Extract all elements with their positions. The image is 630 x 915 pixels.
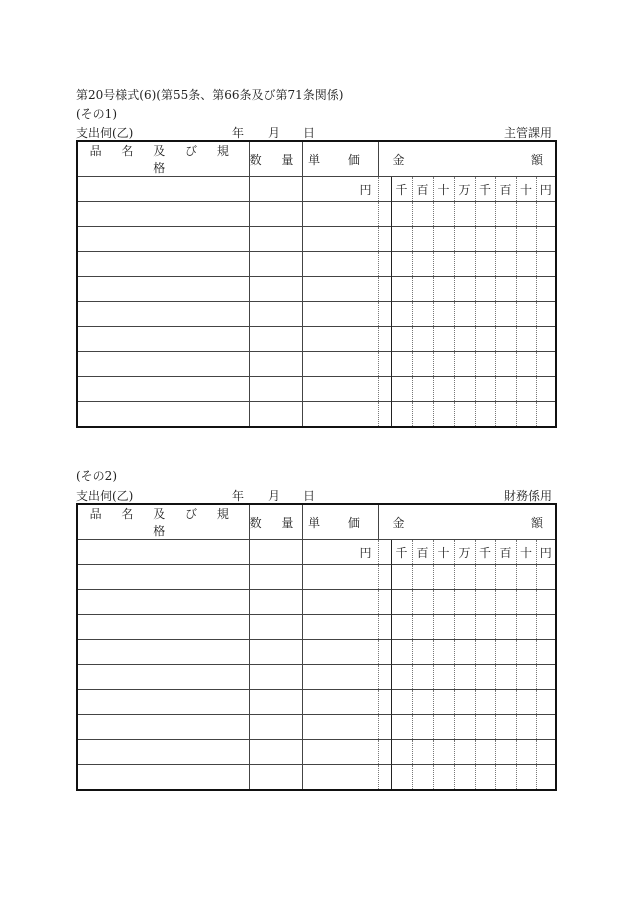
- quantity-cell[interactable]: [249, 690, 302, 715]
- spacer-cell: [378, 352, 391, 377]
- table-row: [77, 590, 556, 615]
- quantity-cell[interactable]: [249, 615, 302, 640]
- digit-cell[interactable]: [516, 565, 536, 590]
- table-row: [77, 615, 556, 640]
- table-row: [77, 665, 556, 690]
- spacer-cell: [378, 565, 391, 590]
- digit-cell[interactable]: [412, 377, 433, 402]
- digit-cell[interactable]: [495, 327, 516, 352]
- quantity-cell[interactable]: [249, 252, 302, 277]
- unit-price-cell[interactable]: [302, 352, 378, 377]
- quantity-cell[interactable]: [249, 227, 302, 252]
- digit-cell[interactable]: [391, 227, 412, 252]
- section-title-2: 支出伺(乙): [76, 489, 134, 503]
- digit-label: 十: [433, 177, 454, 202]
- digit-cell[interactable]: [536, 302, 556, 327]
- digit-cell[interactable]: [475, 202, 495, 227]
- digit-cell[interactable]: [454, 277, 475, 302]
- digit-cell[interactable]: [536, 740, 556, 765]
- digit-cell[interactable]: [454, 640, 475, 665]
- digit-cell[interactable]: [454, 740, 475, 765]
- digit-cell[interactable]: [433, 640, 454, 665]
- unit-price-cell[interactable]: [302, 615, 378, 640]
- digit-cell[interactable]: [536, 565, 556, 590]
- item-cell[interactable]: [77, 352, 249, 377]
- unit-price-cell[interactable]: [302, 402, 378, 428]
- cell[interactable]: [77, 540, 249, 565]
- item-cell[interactable]: [77, 640, 249, 665]
- table-row: [77, 402, 556, 428]
- table-row: [77, 377, 556, 402]
- digit-label: 千: [391, 177, 412, 202]
- spacer-cell: [378, 740, 391, 765]
- digit-cell[interactable]: [454, 377, 475, 402]
- digit-cell[interactable]: [454, 202, 475, 227]
- table-header-row: [77, 141, 556, 177]
- unit-price-cell[interactable]: [302, 640, 378, 665]
- digit-cell[interactable]: [495, 590, 516, 615]
- digit-cell[interactable]: [454, 565, 475, 590]
- quantity-cell[interactable]: [249, 327, 302, 352]
- quantity-cell[interactable]: [249, 377, 302, 402]
- digit-cell[interactable]: [516, 252, 536, 277]
- table-row: [77, 352, 556, 377]
- digit-cell[interactable]: [475, 327, 495, 352]
- header-unit-price: 単 価: [302, 141, 378, 177]
- table-row: [77, 740, 556, 765]
- unit-price-yen: 円: [302, 540, 378, 565]
- digit-cell[interactable]: [516, 402, 536, 428]
- digit-cell[interactable]: [495, 715, 516, 740]
- digit-cell[interactable]: [475, 690, 495, 715]
- digit-cell[interactable]: [475, 302, 495, 327]
- digit-cell[interactable]: [433, 277, 454, 302]
- digit-cell[interactable]: [391, 690, 412, 715]
- digit-cell[interactable]: [516, 740, 536, 765]
- digit-cell[interactable]: [495, 352, 516, 377]
- digit-cell[interactable]: [475, 665, 495, 690]
- digit-cell[interactable]: [516, 302, 536, 327]
- digit-cell[interactable]: [536, 377, 556, 402]
- unit-price-cell[interactable]: [302, 302, 378, 327]
- digit-cell[interactable]: [536, 640, 556, 665]
- digit-cell[interactable]: [433, 302, 454, 327]
- digit-cell[interactable]: [454, 665, 475, 690]
- item-cell[interactable]: [77, 615, 249, 640]
- unit-price-cell[interactable]: [302, 715, 378, 740]
- spacer-cell: [378, 715, 391, 740]
- digit-cell[interactable]: [412, 765, 433, 791]
- quantity-cell[interactable]: [249, 202, 302, 227]
- quantity-cell[interactable]: [249, 765, 302, 791]
- digit-cell[interactable]: [536, 202, 556, 227]
- digit-cell[interactable]: [391, 252, 412, 277]
- quantity-cell[interactable]: [249, 565, 302, 590]
- item-cell[interactable]: [77, 740, 249, 765]
- digit-cell[interactable]: [454, 590, 475, 615]
- header-amount: [378, 141, 556, 177]
- digit-cell[interactable]: [433, 202, 454, 227]
- digit-label: 千: [475, 177, 495, 202]
- digit-cell[interactable]: [495, 640, 516, 665]
- digit-cell[interactable]: [391, 352, 412, 377]
- table-row: [77, 277, 556, 302]
- digit-cell[interactable]: [475, 252, 495, 277]
- digit-cell[interactable]: [536, 590, 556, 615]
- digit-cell[interactable]: [536, 327, 556, 352]
- digit-cell[interactable]: [391, 402, 412, 428]
- digit-cell[interactable]: [516, 277, 536, 302]
- digit-cell[interactable]: [495, 615, 516, 640]
- spacer-cell: [378, 690, 391, 715]
- digit-label: 千: [391, 540, 412, 565]
- digit-cell[interactable]: [475, 640, 495, 665]
- date-month-2: 月: [268, 489, 281, 503]
- header-unit-price: 単 価: [302, 504, 378, 540]
- part-label-2: (その2): [76, 469, 117, 483]
- digit-cell[interactable]: [475, 227, 495, 252]
- digit-cell[interactable]: [433, 615, 454, 640]
- digit-label: 万: [454, 177, 475, 202]
- digit-cell[interactable]: [391, 377, 412, 402]
- digit-cell[interactable]: [516, 640, 536, 665]
- digit-cell[interactable]: [391, 640, 412, 665]
- digit-cell[interactable]: [516, 202, 536, 227]
- unit-price-cell[interactable]: [302, 590, 378, 615]
- digit-cell[interactable]: [454, 615, 475, 640]
- form-title: 第20号様式(6)(第55条、第66条及び第71条関係): [76, 88, 344, 102]
- digit-cell[interactable]: [536, 615, 556, 640]
- spacer-cell: [378, 277, 391, 302]
- digit-cell[interactable]: [433, 665, 454, 690]
- digit-label: 百: [495, 540, 516, 565]
- digit-cell[interactable]: [495, 690, 516, 715]
- digit-cell[interactable]: [475, 565, 495, 590]
- digit-cell[interactable]: [475, 277, 495, 302]
- table-row: [77, 327, 556, 352]
- digit-cell[interactable]: [516, 765, 536, 791]
- quantity-cell[interactable]: [249, 590, 302, 615]
- digit-cell[interactable]: [495, 402, 516, 428]
- digit-cell[interactable]: [412, 327, 433, 352]
- digit-cell[interactable]: [391, 740, 412, 765]
- spacer-cell: [378, 665, 391, 690]
- date-day-2: 日: [303, 489, 316, 503]
- digit-cell[interactable]: [516, 352, 536, 377]
- digit-label: 万: [454, 540, 475, 565]
- cell: [378, 540, 391, 565]
- quantity-cell[interactable]: [249, 302, 302, 327]
- table-row: [77, 302, 556, 327]
- header-amount: [378, 504, 556, 540]
- digit-cell[interactable]: [516, 665, 536, 690]
- spacer-cell: [378, 252, 391, 277]
- digit-cell[interactable]: [516, 590, 536, 615]
- digit-label: 円: [536, 177, 556, 202]
- table-body-1: [77, 202, 556, 428]
- quantity-cell[interactable]: [249, 640, 302, 665]
- digit-label: 円: [536, 540, 556, 565]
- item-cell[interactable]: [77, 590, 249, 615]
- item-cell[interactable]: [77, 202, 249, 227]
- digit-cell[interactable]: [536, 402, 556, 428]
- digit-label: 十: [516, 540, 536, 565]
- date-year-2: 年: [232, 489, 245, 503]
- digit-cell[interactable]: [495, 277, 516, 302]
- spacer-cell: [378, 402, 391, 428]
- spacer-cell: [378, 615, 391, 640]
- unit-price-cell[interactable]: [302, 690, 378, 715]
- table-row: [77, 252, 556, 277]
- digit-cell[interactable]: [475, 740, 495, 765]
- item-cell[interactable]: [77, 302, 249, 327]
- digit-cell[interactable]: [412, 665, 433, 690]
- header-amount-left: 金: [392, 515, 405, 530]
- digit-label: 百: [495, 177, 516, 202]
- item-cell[interactable]: [77, 765, 249, 791]
- cell[interactable]: [77, 177, 249, 202]
- header-item: 品 名 及 び 規 格: [77, 141, 249, 177]
- digit-cell[interactable]: [495, 765, 516, 791]
- digit-cell[interactable]: [536, 690, 556, 715]
- digit-cell[interactable]: [412, 565, 433, 590]
- digit-cell[interactable]: [391, 327, 412, 352]
- spacer-cell: [378, 640, 391, 665]
- digit-cell[interactable]: [454, 765, 475, 791]
- item-cell[interactable]: [77, 227, 249, 252]
- table-row: [77, 765, 556, 791]
- digit-cell[interactable]: [433, 565, 454, 590]
- digit-cell[interactable]: [475, 715, 495, 740]
- digit-cell[interactable]: [433, 715, 454, 740]
- digit-cell[interactable]: [412, 252, 433, 277]
- digit-cell[interactable]: [536, 765, 556, 791]
- unit-price-cell[interactable]: [302, 202, 378, 227]
- spacer-cell: [378, 302, 391, 327]
- digit-cell[interactable]: [495, 665, 516, 690]
- spacer-cell: [378, 227, 391, 252]
- date-month-1: 月: [268, 126, 281, 140]
- digit-cell[interactable]: [516, 715, 536, 740]
- department-label-2: 財務係用: [504, 489, 553, 503]
- digit-cell[interactable]: [391, 277, 412, 302]
- table-row: [77, 690, 556, 715]
- quantity-cell[interactable]: [249, 740, 302, 765]
- item-cell[interactable]: [77, 377, 249, 402]
- digit-cell[interactable]: [516, 377, 536, 402]
- digit-cell[interactable]: [475, 615, 495, 640]
- digit-cell[interactable]: [391, 302, 412, 327]
- digit-cell[interactable]: [495, 227, 516, 252]
- table-row: [77, 565, 556, 590]
- digit-label: 千: [475, 540, 495, 565]
- spacer-cell: [378, 327, 391, 352]
- quantity-cell[interactable]: [249, 402, 302, 428]
- digit-cell[interactable]: [495, 377, 516, 402]
- digit-cell[interactable]: [412, 715, 433, 740]
- unit-price-cell[interactable]: [302, 765, 378, 791]
- cell[interactable]: [249, 540, 302, 565]
- table-row: [77, 640, 556, 665]
- expense-table-1: [76, 140, 557, 428]
- digit-cell[interactable]: [475, 590, 495, 615]
- digit-label: 十: [433, 540, 454, 565]
- digit-label: 百: [412, 540, 433, 565]
- digit-cell[interactable]: [475, 377, 495, 402]
- digit-cell[interactable]: [391, 202, 412, 227]
- table-row: [77, 715, 556, 740]
- digit-cell[interactable]: [391, 765, 412, 791]
- unit-price-cell[interactable]: [302, 277, 378, 302]
- item-cell[interactable]: [77, 327, 249, 352]
- digit-cell[interactable]: [433, 352, 454, 377]
- digit-cell[interactable]: [412, 640, 433, 665]
- digit-cell[interactable]: [412, 277, 433, 302]
- digit-cell[interactable]: [433, 402, 454, 428]
- unit-price-cell[interactable]: [302, 327, 378, 352]
- item-cell[interactable]: [77, 565, 249, 590]
- digit-cell[interactable]: [433, 690, 454, 715]
- expense-table-2: [76, 503, 557, 791]
- spacer-cell: [378, 765, 391, 791]
- date-day-1: 日: [303, 126, 316, 140]
- unit-price-cell[interactable]: [302, 565, 378, 590]
- digit-cell[interactable]: [495, 202, 516, 227]
- digit-cell[interactable]: [391, 715, 412, 740]
- table-header-row: [77, 504, 556, 540]
- digit-cell[interactable]: [495, 740, 516, 765]
- digit-cell[interactable]: [412, 402, 433, 428]
- digit-cell[interactable]: [454, 227, 475, 252]
- digit-cell[interactable]: [536, 665, 556, 690]
- cell[interactable]: [249, 177, 302, 202]
- digit-cell[interactable]: [454, 302, 475, 327]
- digit-cell[interactable]: [412, 352, 433, 377]
- digit-cell[interactable]: [412, 590, 433, 615]
- header-quantity: 数 量: [249, 141, 302, 177]
- item-cell[interactable]: [77, 277, 249, 302]
- item-cell[interactable]: [77, 715, 249, 740]
- digit-cell[interactable]: [412, 740, 433, 765]
- section-title-1: 支出伺(乙): [76, 126, 134, 140]
- digit-cell[interactable]: [433, 765, 454, 791]
- header-item: 品 名 及 び 規 格: [77, 504, 249, 540]
- digit-cell[interactable]: [495, 302, 516, 327]
- spacer-cell: [378, 377, 391, 402]
- digit-cell[interactable]: [536, 715, 556, 740]
- table-body-2: [77, 565, 556, 791]
- digit-cell[interactable]: [454, 690, 475, 715]
- header-amount-left: 金: [392, 152, 405, 167]
- digit-cell[interactable]: [433, 590, 454, 615]
- item-cell[interactable]: [77, 690, 249, 715]
- header-quantity: 数 量: [249, 504, 302, 540]
- digit-cell[interactable]: [495, 565, 516, 590]
- digit-cell[interactable]: [454, 715, 475, 740]
- digit-label: 百: [412, 177, 433, 202]
- digit-cell[interactable]: [412, 302, 433, 327]
- unit-price-cell[interactable]: [302, 227, 378, 252]
- quantity-cell[interactable]: [249, 715, 302, 740]
- digit-cell[interactable]: [433, 227, 454, 252]
- table-row: [77, 227, 556, 252]
- digit-cell[interactable]: [516, 615, 536, 640]
- unit-price-cell[interactable]: [302, 377, 378, 402]
- digit-cell[interactable]: [454, 402, 475, 428]
- unit-price-cell[interactable]: [302, 665, 378, 690]
- spacer-cell: [378, 202, 391, 227]
- digit-cell[interactable]: [516, 227, 536, 252]
- item-cell[interactable]: [77, 252, 249, 277]
- digit-cell[interactable]: [536, 227, 556, 252]
- item-cell[interactable]: [77, 402, 249, 428]
- digit-cell[interactable]: [495, 252, 516, 277]
- digit-cell[interactable]: [433, 740, 454, 765]
- digit-cell[interactable]: [433, 327, 454, 352]
- digit-cell[interactable]: [391, 565, 412, 590]
- digit-label: 十: [516, 177, 536, 202]
- digit-cell[interactable]: [536, 277, 556, 302]
- digit-cell[interactable]: [391, 590, 412, 615]
- quantity-cell[interactable]: [249, 277, 302, 302]
- digit-cell[interactable]: [412, 202, 433, 227]
- unit-price-cell[interactable]: [302, 252, 378, 277]
- digit-cell[interactable]: [412, 615, 433, 640]
- quantity-cell[interactable]: [249, 665, 302, 690]
- digit-cell[interactable]: [454, 352, 475, 377]
- digit-cell[interactable]: [433, 377, 454, 402]
- digit-cell[interactable]: [391, 665, 412, 690]
- spacer-cell: [378, 590, 391, 615]
- date-year-1: 年: [232, 126, 245, 140]
- digit-cell[interactable]: [454, 327, 475, 352]
- table-row: [77, 202, 556, 227]
- digit-cell[interactable]: [536, 352, 556, 377]
- digit-cell[interactable]: [536, 252, 556, 277]
- digit-cell[interactable]: [391, 615, 412, 640]
- digit-cell[interactable]: [454, 252, 475, 277]
- digit-cell[interactable]: [412, 227, 433, 252]
- digit-cell[interactable]: [475, 352, 495, 377]
- item-cell[interactable]: [77, 665, 249, 690]
- digit-cell[interactable]: [433, 252, 454, 277]
- unit-price-cell[interactable]: [302, 740, 378, 765]
- header-amount-right: 額: [531, 152, 544, 167]
- digit-cell[interactable]: [412, 690, 433, 715]
- digit-cell[interactable]: [475, 402, 495, 428]
- cell: [378, 177, 391, 202]
- quantity-cell[interactable]: [249, 352, 302, 377]
- table-unit-row: [77, 177, 556, 202]
- part-label-1: (その1): [76, 107, 117, 121]
- digit-cell[interactable]: [475, 765, 495, 791]
- header-amount-right: 額: [531, 515, 544, 530]
- department-label-1: 主管課用: [504, 126, 553, 140]
- unit-price-yen: 円: [302, 177, 378, 202]
- digit-cell[interactable]: [516, 327, 536, 352]
- digit-cell[interactable]: [516, 690, 536, 715]
- table-unit-row: [77, 540, 556, 565]
